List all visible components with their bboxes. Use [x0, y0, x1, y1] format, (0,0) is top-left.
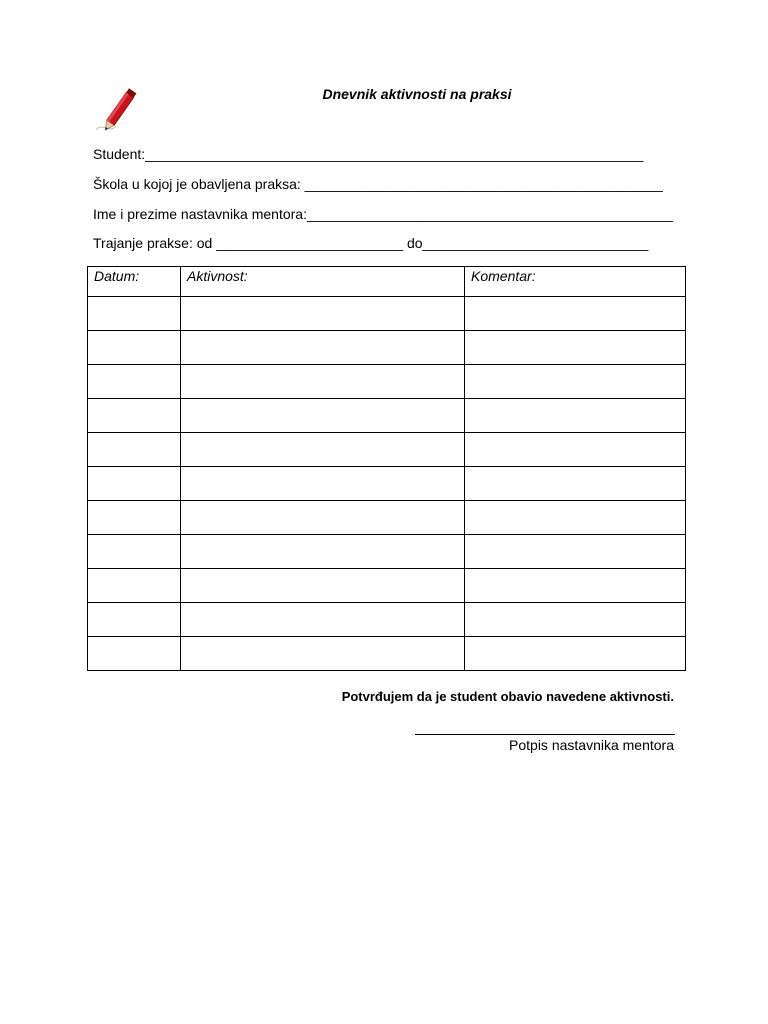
pencil-icon: [90, 82, 152, 138]
activity-cell: [181, 365, 465, 399]
activity-cell: [181, 569, 465, 603]
activity-cell: [181, 467, 465, 501]
header-comment: Komentar:: [465, 267, 686, 297]
student-field: Student:________________________________________________________________: [93, 146, 644, 162]
activity-cell: [181, 603, 465, 637]
date-cell: [88, 365, 181, 399]
date-cell: [88, 331, 181, 365]
activity-cell: [181, 637, 465, 671]
date-cell: [88, 501, 181, 535]
table-row: [88, 331, 686, 365]
date-cell: [88, 637, 181, 671]
comment-cell: [465, 637, 686, 671]
activity-cell: [181, 535, 465, 569]
table-row: [88, 569, 686, 603]
date-cell: [88, 603, 181, 637]
comment-cell: [465, 433, 686, 467]
comment-cell: [465, 297, 686, 331]
confirmation-text: Potvrđujem da je student obavio navedene aktivnosti.: [341, 689, 674, 704]
header-activity: Aktivnost:: [181, 267, 465, 297]
comment-cell: [465, 603, 686, 637]
document-title: Dnevnik aktivnosti na praksi: [322, 86, 512, 102]
comment-cell: [465, 331, 686, 365]
comment-cell: [465, 399, 686, 433]
comment-cell: [465, 535, 686, 569]
date-cell: [88, 467, 181, 501]
activity-cell: [181, 433, 465, 467]
table-row: [88, 365, 686, 399]
table-body: [88, 297, 686, 671]
activity-cell: [181, 297, 465, 331]
duration-field: Trajanje prakse: od ________________________ do_____________________________: [93, 235, 649, 251]
signature-line: [415, 734, 675, 735]
date-cell: [88, 535, 181, 569]
activity-cell: [181, 399, 465, 433]
mentor-field: Ime i prezime nastavnika mentora:_______________________________________________: [93, 206, 673, 222]
date-cell: [88, 433, 181, 467]
comment-cell: [465, 569, 686, 603]
table-row: [88, 297, 686, 331]
comment-cell: [465, 501, 686, 535]
signature-label: Potpis nastavnika mentora: [509, 737, 674, 753]
table-row: [88, 501, 686, 535]
activity-cell: [181, 331, 465, 365]
comment-cell: [465, 467, 686, 501]
table-row: [88, 535, 686, 569]
school-field: Škola u kojoj je obavljena praksa: ______________________________________________: [93, 176, 663, 192]
header-date: Datum:: [88, 267, 181, 297]
table-row: [88, 399, 686, 433]
table-row: [88, 433, 686, 467]
table-row: [88, 467, 686, 501]
date-cell: [88, 399, 181, 433]
activity-table: [87, 266, 686, 671]
date-cell: [88, 297, 181, 331]
table-row: [88, 637, 686, 671]
activity-cell: [181, 501, 465, 535]
comment-cell: [465, 365, 686, 399]
table-header-row: [88, 267, 686, 297]
table-row: [88, 603, 686, 637]
date-cell: [88, 569, 181, 603]
